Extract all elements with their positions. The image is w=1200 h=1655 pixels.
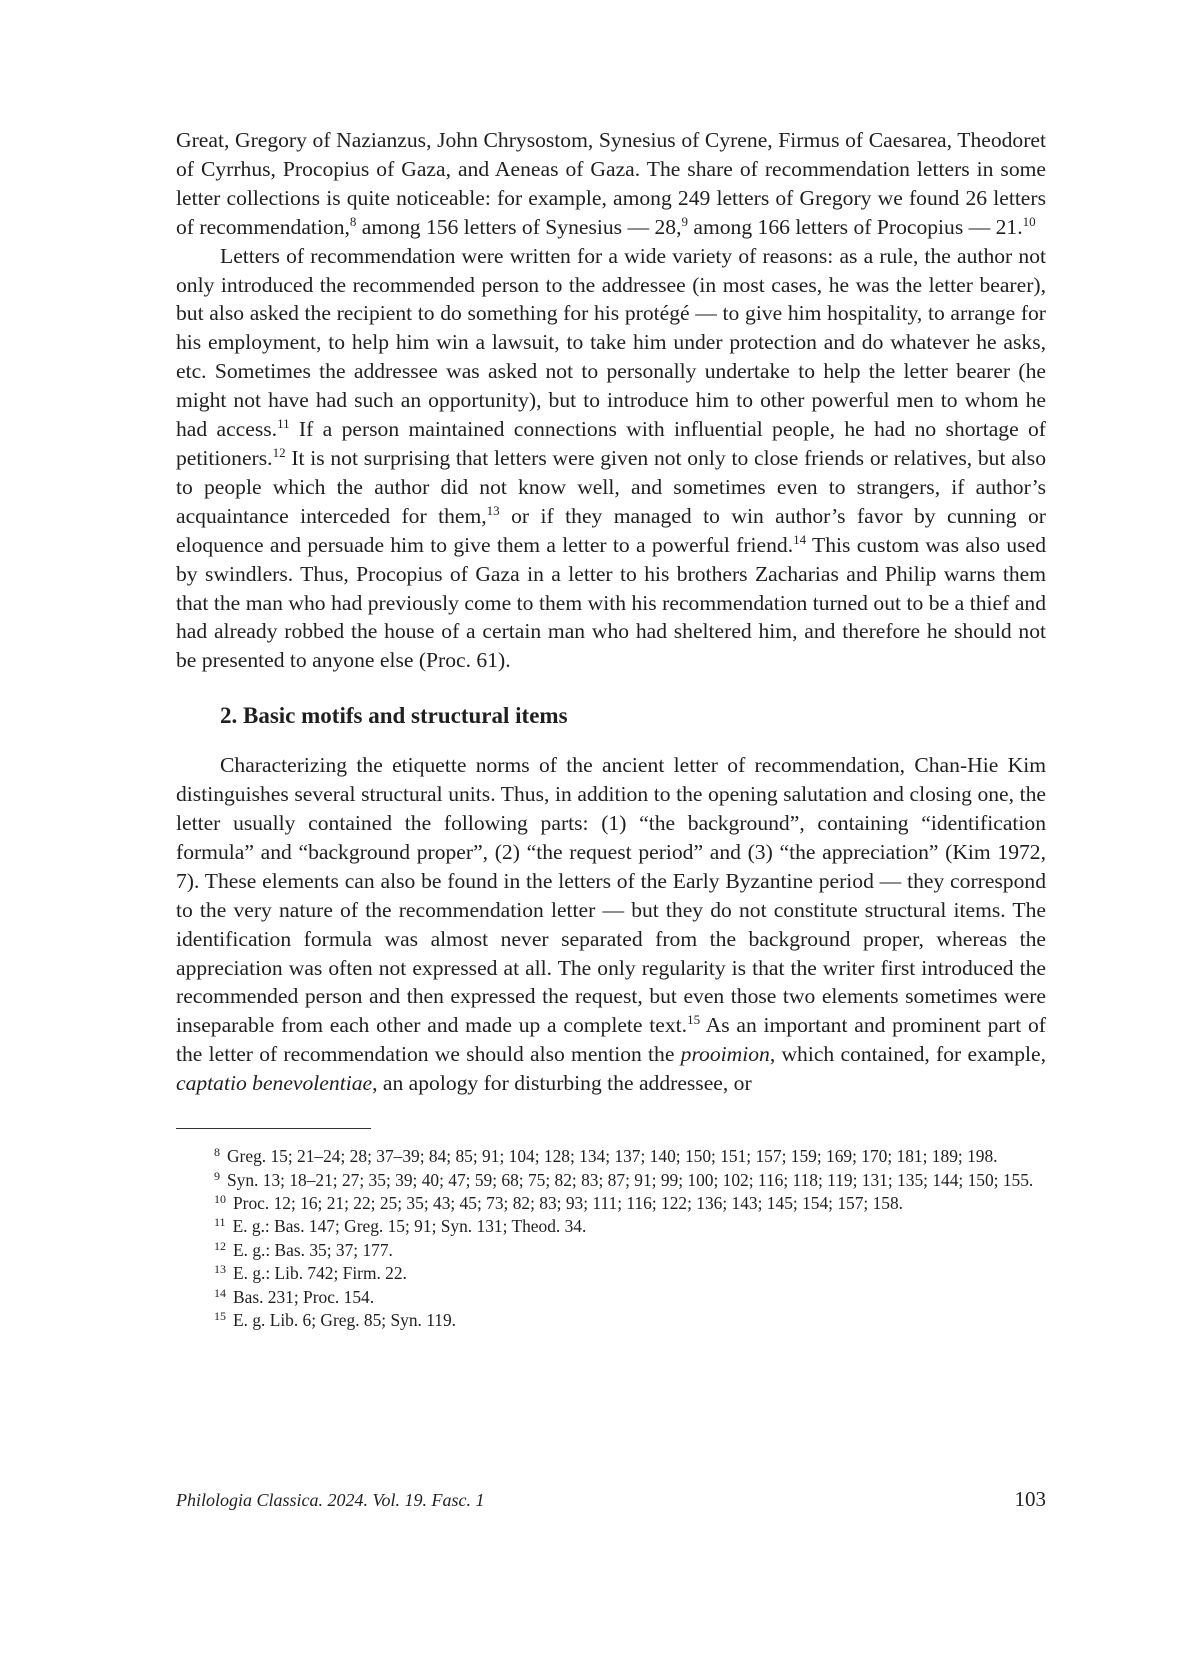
paragraph (176, 126, 1046, 242)
footnote-number: 12 (214, 1238, 226, 1253)
footnote-ref: 12 (272, 444, 286, 460)
footnote (176, 1145, 1046, 1168)
paragraph-text: , which contained, for example, (769, 1042, 1046, 1067)
footnote-number: 15 (214, 1308, 226, 1323)
footnote (176, 1239, 1046, 1262)
paragraph-text: Great, Gregory of Nazianzus, John Chrysostom, Synesius of Cyrene, Firmus of Caesarea, Theodoret of Cyrrhus, Procopius of Gaza, and Aeneas of Gaza. The share of recommendation letters in some letter collections is quite noticeable: for example, among 249 letters of Gregory we found 26 letters of recommendation, (176, 128, 1046, 239)
footnote-ref: 9 (681, 213, 688, 229)
footnote-ref: 8 (349, 213, 357, 229)
paragraph-text: It is not surprising that letters were given not only to close friends or relatives, but also to people which the author did not know well, and sometimes even to strangers, if author’s acquaintance interceded for them, (176, 445, 1046, 528)
section-heading: 2. Basic motifs and structural items (220, 703, 568, 729)
footnote (176, 1262, 1046, 1285)
footnote-text: E. g.: Bas. 35; 37; 177. (233, 1239, 393, 1260)
footnote-text: E. g.: Lib. 742; Firm. 22. (233, 1263, 407, 1284)
paragraph-text: This custom was also used by swindlers. Thus, Procopius of Gaza in a letter to his brothers Zacharias and Philip warns them that the man who had previously come to them with his recommendation turned out to be a thief and had already robbed the house of a certain man who had sheltered him, and therefore he should not be presented to anyone else (Proc. 61). (176, 532, 1046, 673)
footnote-text: E. g.: Bas. 147; Greg. 15; 91; Syn. 131; Theod. 34. (232, 1216, 587, 1237)
footnotes (176, 1145, 1046, 1332)
intro-paragraphs (176, 126, 1046, 675)
journal-citation: Philologia Classica. 2024. Vol. 19. Fasc. 1 (176, 1490, 485, 1510)
footnote (176, 1215, 1046, 1238)
paragraph-text: among 156 letters of Synesius — 28, (356, 214, 682, 239)
footnote-ref: 10 (1022, 213, 1036, 229)
footnote (176, 1309, 1046, 1332)
paragraph-text: Characterizing the etiquette norms of the ancient letter of recommendation, Chan-Hie Kim distinguishes several structural units. Thus, in addition to the opening salutation and closing one, the letter usually contained the following parts: (1) “the background”, containing “identification formula” and “background proper”, (2) “the request period” and (3) “the appreciation” (Kim 1972, 7). These elements can also be found in the letters of the Early Byzantine period — they correspond to the very nature of the recommendation letter — but they do not constitute structural items. The identification formula was almost never separated from the background proper, whereas the appreciation was often not expressed at all. The only regularity is that the writer first introduced the recommended person and then expressed the request, but even those two elements sometimes were inseparable from each other and made up a complete text. (176, 753, 1046, 1038)
footnote-ref: 14 (793, 531, 807, 547)
page-number: 103 (1014, 1487, 1046, 1511)
footnote-number: 8 (214, 1145, 220, 1160)
paragraph-text: If a person maintained connections with influential people, he had no shortage of petitioners. (176, 417, 1046, 470)
footnote-number: 11 (214, 1215, 226, 1230)
footnote-text: Greg. 15; 21–24; 28; 37–39; 84; 85; 91; 104; 128; 134; 137; 140; 150; 151; 157; 159; 169; 170; 181; 189; 198. (227, 1146, 998, 1167)
page-body (176, 126, 1046, 1332)
footnote (176, 1286, 1046, 1309)
footnote-number: 13 (214, 1262, 226, 1277)
footnote-number: 10 (214, 1191, 226, 1206)
footnote-text: Syn. 13; 18–21; 27; 35; 39; 40; 47; 59; 68; 75; 82; 83; 87; 91; 99; 100; 102; 116; 118; 119; 131; 135; 144; 150; 155. (227, 1169, 1034, 1190)
footnote-number: 9 (214, 1168, 220, 1183)
footnote (176, 1192, 1046, 1215)
footnote (176, 1169, 1046, 1192)
paragraph-text: As an important and prominent part of the letter of recommendation we should also mention the (176, 1013, 1046, 1067)
footnote-text: E. g. Lib. 6; Greg. 85; Syn. 119. (233, 1309, 457, 1330)
footnote-text: Proc. 12; 16; 21; 22; 25; 35; 43; 45; 73; 82; 83; 93; 111; 116; 122; 136; 143; 145; 154; 157; 158. (233, 1192, 904, 1213)
footnote-number: 14 (214, 1285, 226, 1300)
paragraph-text: Letters of recommendation were written for a wide variety of reasons: as a rule, the author not only introduced the recommended person to the addressee (in most cases, he was the letter bearer), but also asked the recipient to do something for his protégé — to give him hospitality, to arrange for his employment, to help him win a lawsuit, to take him under protection and do whatever he asks, etc. Sometimes the addressee was asked not to personally undertake to help the letter bearer (he might not have had such an opportunity), but to introduce him to other powerful men to whom he had access. (176, 243, 1046, 442)
footnote-ref: 15 (687, 1012, 701, 1028)
footnote-ref: 13 (486, 502, 500, 518)
paragraph (176, 751, 1046, 1098)
section-paragraphs (176, 751, 1046, 1098)
paragraph (176, 242, 1046, 676)
footnote-text: Bas. 231; Proc. 154. (233, 1286, 375, 1307)
footnote-ref: 11 (277, 416, 290, 432)
italic-text: captatio benevolentiae (176, 1071, 373, 1096)
paragraph-text: , an apology for disturbing the addressee, or (372, 1071, 752, 1096)
italic-text: prooimion (680, 1042, 770, 1067)
paragraph-text: among 166 letters of Procopius — 21. (687, 214, 1023, 239)
footnote-separator (176, 1128, 371, 1129)
paragraph-text: or if they managed to win author’s favor by cunning or eloquence and persuade him to give them a letter to a powerful friend. (176, 503, 1046, 557)
